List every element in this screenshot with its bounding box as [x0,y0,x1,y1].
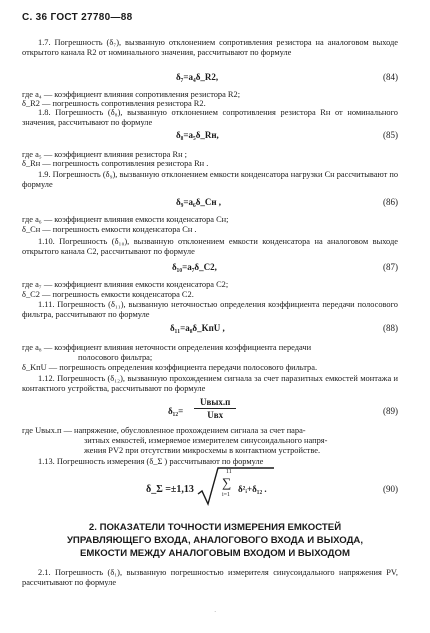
formula-number-87: (87) [383,262,398,272]
formula-90-sum-upper: 11 [226,469,232,475]
definition-a5: где a₅ — коэффициент влияния резистора Rн ; [22,150,187,159]
page-header: С. 36 ГОСТ 27780—88 [22,12,133,23]
formula-number-84: (84) [383,72,398,82]
paragraph-1-7: 1.7. Погрешность (δ₇), вызванную отклонением сопротивления резистора на аналоговом выходе открытого канала R2 от номинального значения, рассчитывают по формуле [22,38,398,57]
formula-number-90: (90) [383,484,398,494]
definition-a7: где a₇ — коэффициент влияния емкости конденсатора C2; [22,280,229,289]
formula-89-fraction [194,397,236,420]
formula-90-sum-lower: i=1 [222,492,231,498]
paragraph-1-9: 1.9. Погрешность (δ₉), вызванную отклонением емкости конденсатора нагрузки Cн рассчитывают по формуле [22,170,399,189]
formula-88: δ₁₁=a₈δ_KпU , [170,323,225,333]
paragraph-1-13: 1.13. Погрешность измерения (δ_Σ ) рассчитывают по формуле [38,457,264,466]
formula-number-89: (89) [383,406,398,416]
formula-89-numerator: Uвых.п [194,397,236,409]
definition-delta-rn: δ_Rн — погрешность сопротивления резистора Rн . [22,159,209,168]
definition-u-vyh-p-line3: жения PV2 при отсутствии микросхемы в контактном устройстве. [84,446,321,455]
definition-a6: где a₆ — коэффициент влияния емкости конденсатора Cн; [22,215,229,224]
definition-a4: где a₄ — коэффициент влияния сопротивления резистора R2; [22,90,241,99]
formula-86: δ₉=a₆δ_Cн , [176,197,222,207]
definition-a8: где a₈ — коэффициент влияния неточности определения коэффициента передачи [22,343,312,352]
formula-87: δ₁₀=a₇δ_C2, [172,262,217,272]
formula-90-lhs: δ_Σ =±1,13 [146,484,194,495]
paragraph-1-10: 1.10. Погрешность (δ₁₀), вызванную отклонением емкости конденсатора на аналоговом выходе открытого канала C2, рассчитывают по формуле [22,237,398,256]
formula-number-85: (85) [383,130,398,140]
definition-a8-continued: полосового фильтра; [78,353,153,362]
definition-u-vyh-p-line2: зитных емкостей, измеряемое измерителем синусоидального напря- [84,436,328,445]
definition-delta-c2: δ_C2 — погрешность емкости конденсатора C2. [22,290,194,299]
paragraph-1-8: 1.8. Погрешность (δ₈), вызванную отклонением сопротивления резистора Rн от номинального значения, рассчитывают по формуле [22,108,398,127]
formula-89-lhs: δ₁₂= [168,406,184,416]
definition-delta-kpu: δ_KпU — погрешность определения коэффициента передачи полосового фильтра. [22,363,318,372]
formula-90-body: δ²ᵢ+δ₁₂ . [238,484,267,494]
formula-85: δ₈=a₅δ_Rн, [176,130,219,140]
paragraph-2-1: 2.1. Погрешность (δ₁), вызванную погрешностью измерителя синусоидального напряжения PV, рассчитывают по формуле [22,568,398,587]
formula-84: δ₇=a₄δ_R2, [176,72,219,82]
formula-number-86: (86) [383,197,398,207]
paragraph-1-12: 1.12. Погрешность (δ₁₂), вызванную прохождением сигнала за счет паразитных емкостей монтажа и контактного устройства, рассчитывают по формуле [22,374,398,393]
formula-89-denominator: Uвх [207,410,224,420]
formula-number-88: (88) [383,323,398,333]
definition-u-vyh-p: где Uвых.п — напряжение, обусловленное прохождением сигнала за счет пара- [22,426,306,435]
definition-delta-r2: δ_R2 — погрешность сопротивления резистора R2. [22,99,206,108]
summation-icon: ∑ [222,475,232,490]
fold-mark: · [214,608,217,616]
section-2-heading: 2. ПОКАЗАТЕЛИ ТОЧНОСТИ ИЗМЕРЕНИЯ ЕМКОСТЕЙ УПРАВЛЯЮЩЕГО ВХОДА, АНАЛОГОВОГО ВХОДА И ВЫХОДА, ЕМКОСТИ МЕЖДУ АНАЛОГОВЫМ ВХОДОМ И ВЫХОДОМ [66,522,364,559]
definition-delta-cn: δ_Cн — погрешность емкости конденсатора Cн . [22,225,197,234]
paragraph-1-11: 1.11. Погрешность (δ₁₁), вызванную неточностью определения коэффициента передачи полосового фильтра, рассчитывают по формуле [22,300,398,319]
